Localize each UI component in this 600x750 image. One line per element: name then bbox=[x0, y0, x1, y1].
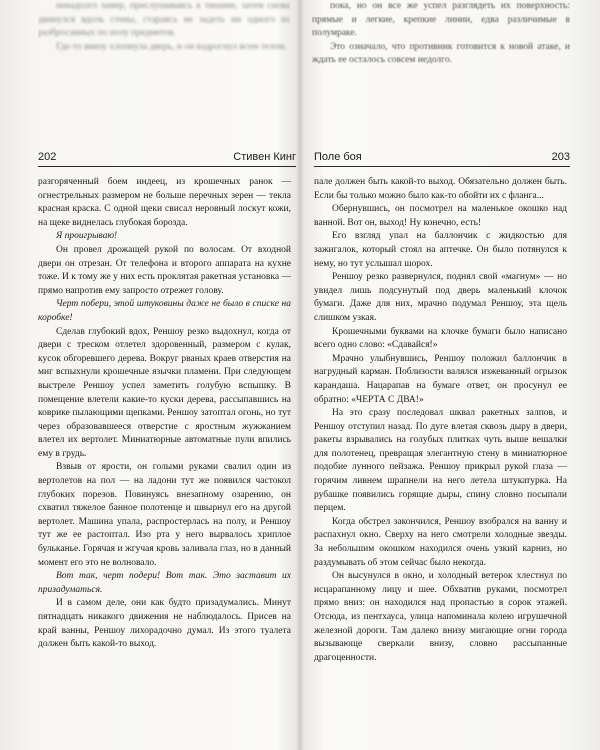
left-paragraph-3: Он провел дрожащей рукой по волосам. От входной двери он отрезан. От телефона и второго аппарата на кухне тоже. И к тому же у них есть проклятая ракетная установка — прямо напротив ему запросто отрежет голову. bbox=[38, 244, 291, 296]
right-page bbox=[304, 0, 600, 750]
left-page-text bbox=[38, 176, 291, 652]
right-bleed-line: Это означало, что противник готовится к новой атаке, и ждать ее осталось совсем недолго. bbox=[312, 41, 570, 66]
right-page-number: 203 bbox=[551, 151, 570, 163]
right-page-text bbox=[314, 176, 567, 665]
left-paragraph-5: Сделав глубокий вдох, Реншоу резко выдохнул, когда от двери с треском отлетел здоровенный, размером с кулак, кусок обгоревшего дерева. Вокруг рваных краев отверстия на миг вспыхнули крошечные язычки пламени. При следующем выстреле Реншоу успел заметить голубую вспышку. В помещение влетели какие-то куски дерева, рассыпавшись на коврике пылающими щепками. Реншоу затоптал огонь, но тут через образовавшееся отверстие с яростным жужжанием влетел их вертолет. Миниатюрные автоматные пули впились ему в грудь. bbox=[38, 326, 291, 459]
left-paragraph-4: Черт побери, этой штуковины даже не было в списке на коробке! bbox=[38, 299, 291, 323]
left-page-number: 202 bbox=[38, 151, 57, 163]
right-page-header bbox=[314, 150, 570, 167]
right-running-title: Поле боя bbox=[314, 151, 362, 163]
right-paragraph-5: Крошечными буквами на клочке бумаги было написано всего одно слово: «Сдавайся!» bbox=[314, 326, 567, 351]
left-paragraph-1: разгоряченный боем индеец, из крошечных ранок — огнестрельных размером не больше перечных зерен — текла красная краска. С одной щеки свисал неровный лоскут кожи, на щеке виднелась глубокая борозда. bbox=[38, 177, 291, 228]
left-running-title: Стивен Кинг bbox=[233, 151, 296, 163]
right-paragraph-1: пале должен быть какой-то выход. Обязательно должен быть. Если бы только можно было как-то обойти их с фланга... bbox=[314, 177, 567, 201]
right-paragraph-3: Его взгляд упал на баллончик с жидкостью для зажигалок, который стоял на аптечке. Он было потянулся к нему, но тут услышал шорох. bbox=[314, 231, 567, 269]
left-paragraph-8: И в самом деле, они как будто призадумались. Минут пятнадцать никакого движения не наблюдалось. Присев на край ванны, Реншоу лихорадочно думал. Из этого туалета должен быть какой-то выход. bbox=[38, 598, 291, 650]
right-paragraph-7: На это сразу последовал шквал ракетных залпов, и Реншоу отступил назад. По дуге влетая сквозь дыру в двери, ракеты взрывались на голубых плитках чуть выше вешалки для полотенец, превращая элегантную стену в миниатюрное подобие лунного пейзажа. Реншоу прикрыл рукой глаза — горячим ливнем шрапнели на него летела штукатурка. На рубашке появились горящие дыры, спину словно посыпали перцем. bbox=[314, 408, 567, 514]
left-paragraph-2: Я проигрываю! bbox=[56, 231, 118, 242]
left-page-header bbox=[38, 150, 296, 167]
right-bleed-through bbox=[312, 0, 570, 132]
right-paragraph-2: Обернувшись, он посмотрел на маленькое окошко над ванной. Вот он, выход! Ну конечно, есть! bbox=[314, 204, 567, 228]
right-paragraph-6: Мрачно улыбнувшись, Реншоу положил баллончик в нагрудный карман. Поблизости валялся изжеванный огрызок карандаша. Нацарапав на бумаге ответ, он просунул ее обратно: «ЧЕРТА С ДВА!» bbox=[314, 353, 567, 405]
left-paragraph-7: Вот так, черт подери! Вот так. Это заставит их призадуматься. bbox=[38, 571, 291, 595]
left-bleed-through bbox=[38, 0, 290, 132]
book-gutter bbox=[296, 0, 304, 750]
right-paragraph-4: Реншоу резко развернулся, поднял свой «магнум» — но увидел лишь подсунутый под дверь маленький клочок бумаги. Даже для них, мрачно подумал Реншоу, эта щель слишком узкая. bbox=[314, 272, 567, 323]
right-bleed-line: пока, но он все же успел разглядеть их поверхность: прямые и легкие, крепкие линии, едва различимые в полумраке. bbox=[312, 1, 570, 39]
left-bleed-line: Где-то внизу хлопнула дверь, и он вздрогнул всем телом. bbox=[56, 41, 287, 52]
left-bleed-line: ненадолго замер, прислушиваясь к тишине, затем снова двинулся вдоль стены, стараясь не задеть ни одного из разбросанных по полу предметов. bbox=[38, 1, 290, 39]
left-page bbox=[0, 0, 296, 750]
right-paragraph-8: Когда обстрел закончился, Реншоу взобрался на ванну и распахнул окно. Сверху на него смотрели холодные звезды. За небольшим окошком находился очень узкий карниз, но раздумывать об этом сейчас было некогда. bbox=[314, 516, 567, 568]
left-paragraph-6: Взвыв от ярости, он голыми руками свалил один из вертолетов на пол — на ладони тут же появился частокол глубоких порезов. Повинуясь внезапному озарению, он схватил тяжелое банное полотенце и швырнул его на другой вертолет. Машина упала, распростерлась на полу, и Реншоу тут же ее растоптал. Изо рта у него вырвалось хриплое бульканье. Горячая и жгучая кровь заливала глаз, но в данный момент его это не волновало. bbox=[38, 462, 291, 568]
right-paragraph-9: Он высунулся в окно, и холодный ветерок хлестнул по исцарапанному лицу и шее. Обхватив руками, посмотрел прямо вниз: он находился над пропастью в сорок этажей. Отсюда, из пентхауса, улица напоминала колею игрушечной железной дороги. Там далеко внизу мигающие огни города вызывающе сверкали внизу, словно рассыпанные драгоценности. bbox=[314, 571, 567, 663]
